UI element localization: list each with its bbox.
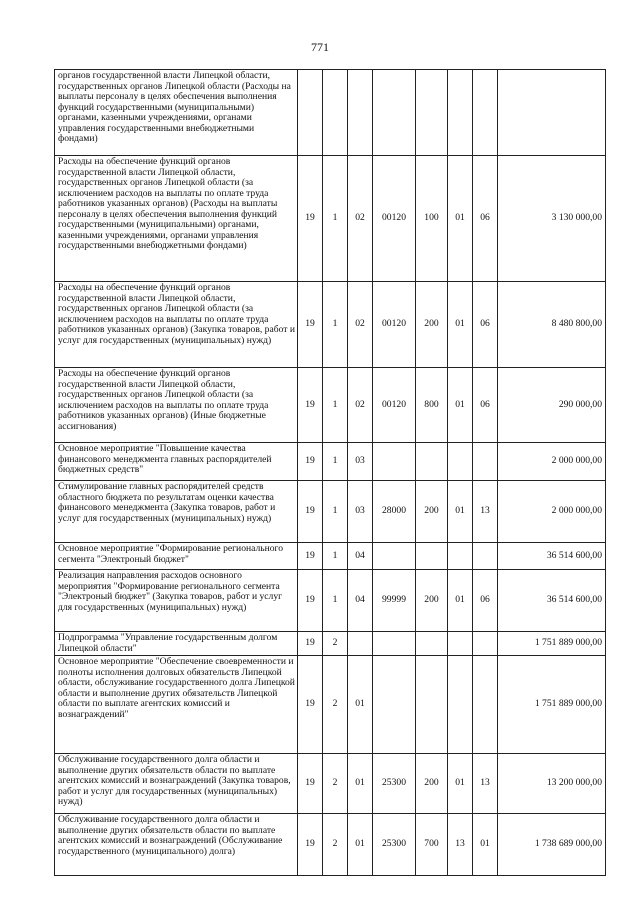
row-amount: 36 514 600,00	[498, 543, 606, 570]
row-direction-code	[373, 443, 416, 481]
row-target-code: 19	[298, 632, 323, 656]
row-direction-code	[373, 632, 416, 656]
budget-table	[54, 69, 606, 876]
row-amount: 2 000 000,00	[498, 443, 606, 481]
row-activity-code	[348, 70, 373, 156]
row-subsection: 06	[473, 570, 498, 632]
row-amount: 290 000,00	[498, 368, 606, 443]
row-section	[448, 632, 473, 656]
row-direction-code: 00120	[373, 156, 416, 282]
table-row	[55, 368, 606, 443]
row-activity-code	[348, 632, 373, 656]
row-subsection: 13	[473, 481, 498, 543]
row-section	[448, 656, 473, 754]
row-activity-code: 01	[348, 656, 373, 754]
row-subsection	[473, 70, 498, 156]
row-description: Расходы на обеспечение функций органов государственной власти Липецкой области, государственных органов Липецкой области (за исключением расходов на выплаты по оплате труда работников указанных органов) (Закупка товаров, работ и услуг для государственных (муниципальных) нужд)	[55, 282, 298, 368]
row-amount: 36 514 600,00	[498, 570, 606, 632]
row-expense-type: 100	[416, 156, 448, 282]
row-direction-code: 00120	[373, 368, 416, 443]
row-section	[448, 543, 473, 570]
row-direction-code: 25300	[373, 814, 416, 876]
row-activity-code: 02	[348, 282, 373, 368]
row-subsection	[473, 543, 498, 570]
row-section: 01	[448, 156, 473, 282]
row-activity-code: 04	[348, 570, 373, 632]
row-subprogram-code: 2	[323, 656, 348, 754]
row-target-code: 19	[298, 282, 323, 368]
row-target-code: 19	[298, 814, 323, 876]
row-amount: 2 000 000,00	[498, 481, 606, 543]
row-description: Реализация направления расходов основного мероприятия "Формирование регионального сегмента "Электроный бюджет" (Закупка товаров, работ и услуг для государственных (муниципальных) нужд)	[55, 570, 298, 632]
row-subsection: 06	[473, 282, 498, 368]
row-description: Обслуживание государственного долга области и выполнение других обязательств области по выплате агентских комиссий и вознаграждений (Обслуживание государственного (муниципального) долга)	[55, 814, 298, 876]
row-target-code: 19	[298, 156, 323, 282]
table-row	[55, 443, 606, 481]
row-expense-type	[416, 70, 448, 156]
table-row	[55, 543, 606, 570]
row-subprogram-code: 1	[323, 481, 348, 543]
row-expense-type: 200	[416, 754, 448, 814]
table-row	[55, 70, 606, 156]
row-subprogram-code: 1	[323, 570, 348, 632]
row-target-code: 19	[298, 543, 323, 570]
table-row	[55, 156, 606, 282]
row-description: Основное мероприятие "Повышение качества финансового менеджмента главных распорядителей бюджетных средств"	[55, 443, 298, 481]
row-description: Основное мероприятие "Обеспечение своевременности и полноты исполнения долговых обязательств Липецкой области, обслуживание государственного долга Липецкой области и выполнение других обязательств Липецкой области по выплате агентских комиссий и вознаграждений"	[55, 656, 298, 754]
row-expense-type: 200	[416, 570, 448, 632]
row-target-code: 19	[298, 368, 323, 443]
table-row	[55, 656, 606, 754]
row-description: Подпрограмма "Управление государственным долгом Липецкой области"	[55, 632, 298, 656]
row-description: Обслуживание государственного долга области и выполнение других обязательств области по выплате агентских комиссий и вознаграждений (Закупка товаров, работ и услуг для государственных (муниципальных) нужд)	[55, 754, 298, 814]
row-subprogram-code: 2	[323, 754, 348, 814]
page-number: 771	[311, 40, 329, 54]
row-amount: 13 200 000,00	[498, 754, 606, 814]
row-amount: 1 751 889 000,00	[498, 632, 606, 656]
table-row	[55, 282, 606, 368]
row-amount	[498, 70, 606, 156]
row-subsection: 06	[473, 156, 498, 282]
row-subsection: 01	[473, 814, 498, 876]
row-expense-type: 800	[416, 368, 448, 443]
row-activity-code: 01	[348, 814, 373, 876]
row-subsection	[473, 443, 498, 481]
row-subprogram-code: 2	[323, 814, 348, 876]
row-target-code: 19	[298, 754, 323, 814]
row-activity-code: 01	[348, 754, 373, 814]
row-description: Расходы на обеспечение функций органов государственной власти Липецкой области, государственных органов Липецкой области (за исключением расходов на выплаты по оплате труда работников указанных органов) (Расходы на выплаты персоналу в целях обеспечения выполнения функций государственными (муниципальными) органами, казенными учреждениями, органами управления государственными внебюджетными фондами)	[55, 156, 298, 282]
row-description: Расходы на обеспечение функций органов государственной власти Липецкой области, государственных органов Липецкой области (за исключением расходов на выплаты по оплате труда работников указанных органов) (Иные бюджетные ассигнования)	[55, 368, 298, 443]
row-subprogram-code: 1	[323, 543, 348, 570]
row-subprogram-code	[323, 70, 348, 156]
row-subsection	[473, 632, 498, 656]
row-section: 13	[448, 814, 473, 876]
row-subsection: 13	[473, 754, 498, 814]
row-subprogram-code: 1	[323, 443, 348, 481]
row-subsection: 06	[473, 368, 498, 443]
row-section: 01	[448, 368, 473, 443]
row-direction-code: 99999	[373, 570, 416, 632]
row-target-code: 19	[298, 656, 323, 754]
table-row	[55, 754, 606, 814]
row-amount: 1 738 689 000,00	[498, 814, 606, 876]
row-amount: 3 130 000,00	[498, 156, 606, 282]
table-row	[55, 481, 606, 543]
table-row	[55, 814, 606, 876]
row-expense-type	[416, 443, 448, 481]
row-activity-code: 03	[348, 481, 373, 543]
row-expense-type	[416, 656, 448, 754]
row-amount: 8 480 800,00	[498, 282, 606, 368]
row-activity-code: 04	[348, 543, 373, 570]
row-target-code: 19	[298, 443, 323, 481]
row-activity-code: 02	[348, 156, 373, 282]
row-subprogram-code: 2	[323, 632, 348, 656]
row-expense-type	[416, 543, 448, 570]
row-target-code: 19	[298, 481, 323, 543]
row-direction-code	[373, 70, 416, 156]
table-row	[55, 570, 606, 632]
row-section: 01	[448, 282, 473, 368]
row-section	[448, 443, 473, 481]
row-subprogram-code: 1	[323, 156, 348, 282]
row-amount: 1 751 889 000,00	[498, 656, 606, 754]
row-activity-code: 02	[348, 368, 373, 443]
row-direction-code	[373, 656, 416, 754]
row-section: 01	[448, 570, 473, 632]
row-subprogram-code: 1	[323, 368, 348, 443]
table-row	[55, 632, 606, 656]
row-direction-code	[373, 543, 416, 570]
row-direction-code: 28000	[373, 481, 416, 543]
row-target-code	[298, 70, 323, 156]
row-description: Основное мероприятие "Формирование регионального сегмента "Электроный бюджет"	[55, 543, 298, 570]
row-section: 01	[448, 481, 473, 543]
row-direction-code: 00120	[373, 282, 416, 368]
row-activity-code: 03	[348, 443, 373, 481]
row-section	[448, 70, 473, 156]
row-description: Стимулирование главных распорядителей средств областного бюджета по результатам оценки качества финансового менеджмента (Закупка товаров, работ и услуг для государственных (муниципальных) нужд)	[55, 481, 298, 543]
row-expense-type	[416, 632, 448, 656]
row-expense-type: 200	[416, 481, 448, 543]
row-description: органов государственной власти Липецкой области, государственных органов Липецкой области (Расходы на выплаты персоналу в целях обеспечения выполнения функций государственными (муниципальными) органами, казенными учреждениями, органами управления государственными внебюджетными фондами)	[55, 70, 298, 156]
row-section: 01	[448, 754, 473, 814]
row-direction-code: 25300	[373, 754, 416, 814]
row-expense-type: 200	[416, 282, 448, 368]
row-expense-type: 700	[416, 814, 448, 876]
row-target-code: 19	[298, 570, 323, 632]
row-subprogram-code: 1	[323, 282, 348, 368]
row-subsection	[473, 656, 498, 754]
